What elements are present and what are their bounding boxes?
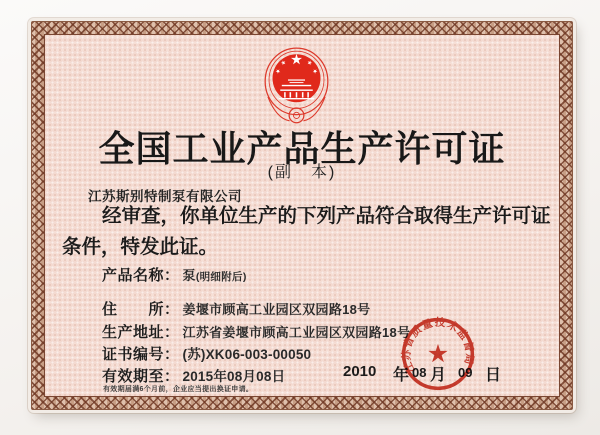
company-name: 江苏斯别特制泵有限公司: [88, 189, 242, 204]
certificate-title: 全国工业产品生产许可证: [98, 128, 506, 169]
certificate-subtitle: (副 本): [267, 164, 337, 181]
field-value: 泵(明细附后): [182, 268, 247, 283]
field-residence: [102, 298, 370, 319]
field-production-address: [102, 321, 410, 342]
field-label: 证书编号：: [102, 346, 180, 363]
issue-month-unit: 月: [430, 367, 447, 384]
field-value: 江苏省姜堰市顾高工业园区双园路18号: [182, 325, 411, 340]
statement-paragraph: [62, 201, 554, 263]
field-value: 姜堰市顾高工业园区双园路18号: [182, 302, 371, 317]
statement-line-1: 经审查，你单位生产的下列产品符合取得生产许可证: [102, 205, 551, 227]
issue-month: 08: [412, 365, 427, 380]
certificate-content: [45, 35, 559, 396]
field-value: (苏)XK06-003-00050: [182, 347, 312, 362]
field-value: 2015年08月08日: [182, 369, 286, 384]
field-product-name: [102, 264, 247, 285]
seal-text: 江苏省质量技术监督局: [400, 316, 476, 375]
renewal-note: 有效期届满6个月前，企业应当提出换证申请。: [103, 386, 254, 393]
issue-day-unit: 日: [485, 367, 502, 384]
seal-star: [428, 344, 447, 362]
license-certificate: [31, 21, 573, 410]
field-valid-until: [102, 365, 285, 386]
field-certificate-number: [102, 343, 311, 364]
official-seal: [399, 315, 477, 393]
field-label: 住 所：: [102, 301, 180, 318]
field-value-note: (明细附后): [195, 271, 247, 283]
issue-year-unit: 年: [393, 367, 410, 384]
field-label: 产品名称：: [102, 267, 180, 284]
decorative-border-band: [31, 21, 573, 410]
field-label: 生产地址：: [102, 324, 180, 341]
national-emblem-icon: [264, 47, 329, 125]
statement-line-2: 条件，特发此证。: [62, 236, 219, 258]
field-label: 有效期至：: [102, 368, 180, 385]
issue-day: 09: [458, 365, 473, 380]
certificate-paper: [44, 34, 560, 397]
issue-year: 2010: [343, 363, 377, 380]
